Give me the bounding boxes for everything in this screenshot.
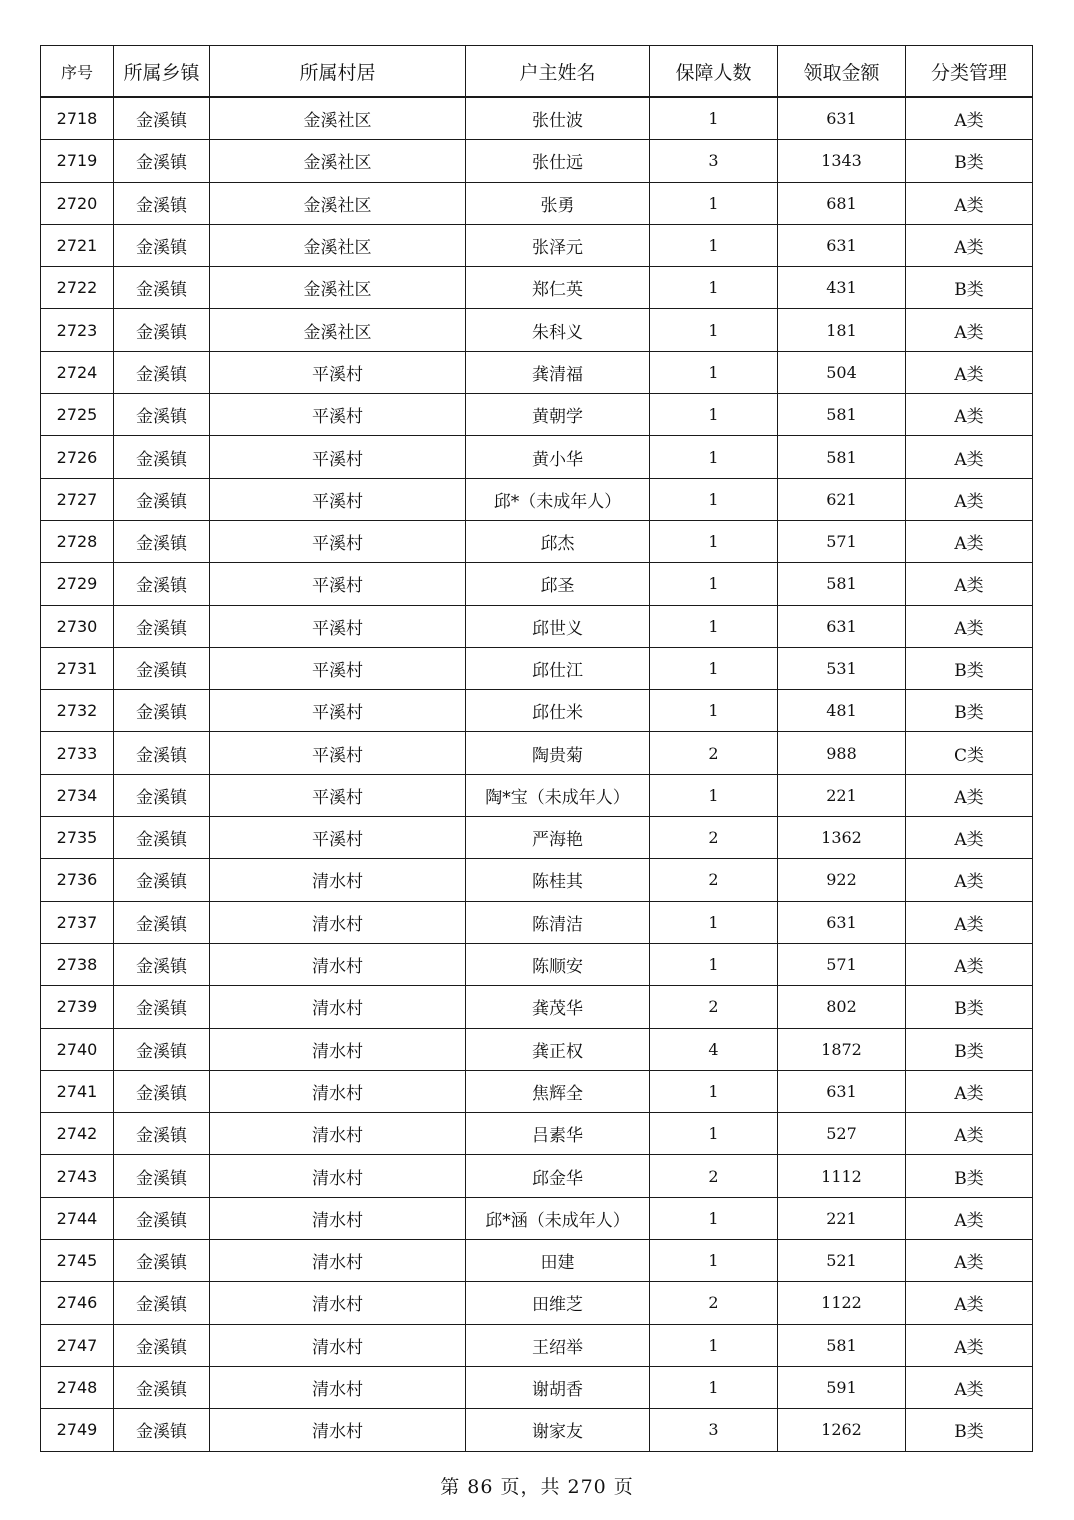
cell-category: A类 [906,394,1033,436]
cell-township: 金溪镇 [114,140,210,182]
cell-seq: 2724 [41,351,114,393]
cell-category: A类 [906,943,1033,985]
cell-covered-people: 1 [650,267,778,309]
cell-village: 清水村 [210,1240,466,1282]
cell-village: 清水村 [210,1324,466,1366]
cell-category: B类 [906,267,1033,309]
cell-amount: 1262 [778,1409,906,1451]
cell-householder: 黄小华 [466,436,650,478]
table-row [41,97,1033,140]
cell-covered-people: 1 [650,605,778,647]
table-row [41,394,1033,436]
cell-category: B类 [906,140,1033,182]
table-row [41,647,1033,689]
cell-township: 金溪镇 [114,605,210,647]
cell-seq: 2732 [41,690,114,732]
cell-village: 金溪社区 [210,140,466,182]
cell-amount: 621 [778,478,906,520]
cell-householder: 龚正权 [466,1028,650,1070]
cell-category: A类 [906,774,1033,816]
cell-seq: 2743 [41,1155,114,1197]
cell-township: 金溪镇 [114,224,210,266]
cell-amount: 571 [778,520,906,562]
cell-householder: 张仕远 [466,140,650,182]
cell-householder: 谢胡香 [466,1366,650,1408]
header-covered-people: 保障人数 [650,46,778,98]
cell-category: C类 [906,732,1033,774]
cell-seq: 2722 [41,267,114,309]
cell-seq: 2747 [41,1324,114,1366]
cell-category: A类 [906,309,1033,351]
cell-covered-people: 3 [650,1409,778,1451]
cell-township: 金溪镇 [114,351,210,393]
cell-covered-people: 3 [650,140,778,182]
header-amount: 领取金额 [778,46,906,98]
cell-village: 清水村 [210,1409,466,1451]
cell-householder: 黄朝学 [466,394,650,436]
cell-covered-people: 1 [650,647,778,689]
cell-amount: 181 [778,309,906,351]
cell-covered-people: 2 [650,986,778,1028]
table-row [41,774,1033,816]
cell-seq: 2720 [41,182,114,224]
table-row [41,267,1033,309]
cell-householder: 焦辉全 [466,1070,650,1112]
cell-village: 平溪村 [210,563,466,605]
cell-township: 金溪镇 [114,1070,210,1112]
cell-householder: 龚清福 [466,351,650,393]
cell-householder: 张泽元 [466,224,650,266]
cell-covered-people: 1 [650,224,778,266]
cell-township: 金溪镇 [114,563,210,605]
cell-seq: 2741 [41,1070,114,1112]
cell-amount: 631 [778,901,906,943]
cell-amount: 631 [778,97,906,140]
cell-householder: 邱*（未成年人） [466,478,650,520]
header-village: 所属村居 [210,46,466,98]
cell-village: 金溪社区 [210,182,466,224]
table-row [41,1155,1033,1197]
cell-township: 金溪镇 [114,1028,210,1070]
cell-category: A类 [906,224,1033,266]
cell-amount: 431 [778,267,906,309]
table-header [41,46,1033,98]
table-row [41,1197,1033,1239]
cell-village: 清水村 [210,986,466,1028]
cell-covered-people: 1 [650,1366,778,1408]
cell-seq: 2736 [41,859,114,901]
cell-householder: 邱杰 [466,520,650,562]
cell-village: 金溪社区 [210,267,466,309]
cell-amount: 571 [778,943,906,985]
cell-category: A类 [906,1282,1033,1324]
table-row [41,1113,1033,1155]
cell-amount: 681 [778,182,906,224]
cell-township: 金溪镇 [114,732,210,774]
cell-covered-people: 1 [650,563,778,605]
cell-seq: 2735 [41,817,114,859]
cell-amount: 531 [778,647,906,689]
table-row [41,1324,1033,1366]
table-row [41,901,1033,943]
table-row [41,817,1033,859]
cell-category: B类 [906,1155,1033,1197]
cell-amount: 591 [778,1366,906,1408]
cell-village: 金溪社区 [210,309,466,351]
cell-village: 平溪村 [210,774,466,816]
cell-amount: 1112 [778,1155,906,1197]
cell-township: 金溪镇 [114,1324,210,1366]
table-row [41,1240,1033,1282]
cell-seq: 2742 [41,1113,114,1155]
cell-township: 金溪镇 [114,309,210,351]
cell-seq: 2721 [41,224,114,266]
cell-amount: 1872 [778,1028,906,1070]
cell-category: B类 [906,986,1033,1028]
cell-village: 清水村 [210,1113,466,1155]
table-row [41,943,1033,985]
cell-category: A类 [906,563,1033,605]
cell-village: 清水村 [210,901,466,943]
cell-category: B类 [906,1028,1033,1070]
cell-category: A类 [906,605,1033,647]
cell-covered-people: 1 [650,901,778,943]
cell-amount: 631 [778,1070,906,1112]
cell-category: A类 [906,520,1033,562]
cell-amount: 521 [778,1240,906,1282]
cell-category: A类 [906,901,1033,943]
cell-amount: 922 [778,859,906,901]
cell-householder: 谢家友 [466,1409,650,1451]
table-row [41,1409,1033,1451]
cell-householder: 郑仁英 [466,267,650,309]
cell-householder: 吕素华 [466,1113,650,1155]
cell-amount: 1343 [778,140,906,182]
cell-covered-people: 1 [650,182,778,224]
cell-seq: 2719 [41,140,114,182]
cell-seq: 2718 [41,97,114,140]
table-row [41,986,1033,1028]
table-row [41,182,1033,224]
cell-householder: 邱世义 [466,605,650,647]
table-row [41,224,1033,266]
cell-village: 清水村 [210,859,466,901]
cell-village: 平溪村 [210,732,466,774]
cell-covered-people: 1 [650,774,778,816]
cell-covered-people: 2 [650,1282,778,1324]
cell-amount: 581 [778,1324,906,1366]
table-row [41,520,1033,562]
header-householder: 户主姓名 [466,46,650,98]
cell-householder: 陈清洁 [466,901,650,943]
cell-category: A类 [906,1113,1033,1155]
cell-village: 平溪村 [210,478,466,520]
cell-category: B类 [906,647,1033,689]
cell-seq: 2734 [41,774,114,816]
cell-householder: 朱科义 [466,309,650,351]
cell-covered-people: 1 [650,436,778,478]
cell-seq: 2728 [41,520,114,562]
cell-householder: 邱仕米 [466,690,650,732]
cell-householder: 张勇 [466,182,650,224]
cell-covered-people: 1 [650,1070,778,1112]
cell-seq: 2730 [41,605,114,647]
table-row [41,690,1033,732]
cell-householder: 陶贵菊 [466,732,650,774]
cell-amount: 504 [778,351,906,393]
cell-seq: 2748 [41,1366,114,1408]
table-row [41,140,1033,182]
cell-householder: 邱仕江 [466,647,650,689]
cell-seq: 2725 [41,394,114,436]
table-body [41,97,1033,1451]
cell-seq: 2726 [41,436,114,478]
table-row [41,1028,1033,1070]
cell-covered-people: 2 [650,1155,778,1197]
cell-village: 平溪村 [210,817,466,859]
table-row [41,1282,1033,1324]
cell-category: A类 [906,97,1033,140]
cell-township: 金溪镇 [114,690,210,732]
cell-category: A类 [906,351,1033,393]
table-row [41,1366,1033,1408]
cell-category: A类 [906,1197,1033,1239]
cell-seq: 2749 [41,1409,114,1451]
cell-village: 平溪村 [210,605,466,647]
table-row [41,309,1033,351]
cell-village: 金溪社区 [210,224,466,266]
cell-seq: 2733 [41,732,114,774]
cell-township: 金溪镇 [114,1155,210,1197]
household-roster-table [40,45,1033,1452]
cell-township: 金溪镇 [114,1197,210,1239]
header-township: 所属乡镇 [114,46,210,98]
cell-covered-people: 1 [650,943,778,985]
cell-township: 金溪镇 [114,182,210,224]
cell-township: 金溪镇 [114,943,210,985]
cell-village: 平溪村 [210,690,466,732]
cell-amount: 1362 [778,817,906,859]
cell-village: 金溪社区 [210,97,466,140]
cell-township: 金溪镇 [114,817,210,859]
cell-seq: 2729 [41,563,114,605]
cell-category: B类 [906,690,1033,732]
page-footer: 第 86 页，共 270 页 [440,1476,634,1498]
cell-seq: 2746 [41,1282,114,1324]
cell-village: 平溪村 [210,351,466,393]
cell-householder: 陈桂其 [466,859,650,901]
cell-amount: 527 [778,1113,906,1155]
cell-amount: 581 [778,436,906,478]
header-category: 分类管理 [906,46,1033,98]
cell-householder: 邱圣 [466,563,650,605]
cell-amount: 802 [778,986,906,1028]
cell-amount: 988 [778,732,906,774]
cell-village: 平溪村 [210,520,466,562]
cell-covered-people: 1 [650,478,778,520]
cell-covered-people: 1 [650,1324,778,1366]
cell-category: A类 [906,182,1033,224]
cell-township: 金溪镇 [114,1366,210,1408]
cell-householder: 田维芝 [466,1282,650,1324]
cell-category: A类 [906,817,1033,859]
cell-covered-people: 1 [650,97,778,140]
cell-category: A类 [906,1324,1033,1366]
cell-seq: 2740 [41,1028,114,1070]
cell-covered-people: 2 [650,859,778,901]
cell-seq: 2731 [41,647,114,689]
cell-township: 金溪镇 [114,436,210,478]
cell-category: A类 [906,1240,1033,1282]
cell-township: 金溪镇 [114,774,210,816]
cell-amount: 221 [778,774,906,816]
cell-village: 清水村 [210,1070,466,1112]
cell-village: 平溪村 [210,436,466,478]
cell-amount: 631 [778,605,906,647]
cell-township: 金溪镇 [114,394,210,436]
cell-seq: 2737 [41,901,114,943]
cell-seq: 2727 [41,478,114,520]
cell-township: 金溪镇 [114,1240,210,1282]
table-row [41,351,1033,393]
table-row [41,563,1033,605]
cell-amount: 581 [778,563,906,605]
cell-covered-people: 1 [650,520,778,562]
cell-amount: 631 [778,224,906,266]
cell-covered-people: 2 [650,817,778,859]
header-row [41,46,1033,98]
cell-category: A类 [906,478,1033,520]
cell-township: 金溪镇 [114,1409,210,1451]
cell-amount: 481 [778,690,906,732]
cell-township: 金溪镇 [114,647,210,689]
cell-category: A类 [906,1366,1033,1408]
cell-seq: 2744 [41,1197,114,1239]
cell-covered-people: 1 [650,1113,778,1155]
cell-householder: 邱*涵（未成年人） [466,1197,650,1239]
cell-householder: 陶*宝（未成年人） [466,774,650,816]
table-row [41,478,1033,520]
cell-category: A类 [906,1070,1033,1112]
table-row [41,605,1033,647]
cell-covered-people: 2 [650,732,778,774]
cell-householder: 严海艳 [466,817,650,859]
cell-covered-people: 1 [650,351,778,393]
table-row [41,859,1033,901]
cell-seq: 2738 [41,943,114,985]
cell-covered-people: 1 [650,690,778,732]
cell-seq: 2739 [41,986,114,1028]
cell-householder: 田建 [466,1240,650,1282]
cell-seq: 2745 [41,1240,114,1282]
cell-village: 平溪村 [210,647,466,689]
cell-amount: 1122 [778,1282,906,1324]
table-row [41,732,1033,774]
cell-township: 金溪镇 [114,520,210,562]
cell-householder: 龚茂华 [466,986,650,1028]
cell-township: 金溪镇 [114,1282,210,1324]
cell-amount: 221 [778,1197,906,1239]
cell-householder: 邱金华 [466,1155,650,1197]
cell-village: 清水村 [210,1155,466,1197]
cell-township: 金溪镇 [114,901,210,943]
cell-village: 清水村 [210,1028,466,1070]
cell-township: 金溪镇 [114,1113,210,1155]
cell-village: 清水村 [210,943,466,985]
cell-township: 金溪镇 [114,478,210,520]
cell-householder: 王绍举 [466,1324,650,1366]
cell-covered-people: 4 [650,1028,778,1070]
cell-township: 金溪镇 [114,267,210,309]
table-row [41,1070,1033,1112]
cell-covered-people: 1 [650,1240,778,1282]
cell-village: 清水村 [210,1366,466,1408]
cell-category: A类 [906,436,1033,478]
cell-township: 金溪镇 [114,97,210,140]
cell-village: 清水村 [210,1197,466,1239]
cell-category: A类 [906,859,1033,901]
cell-village: 平溪村 [210,394,466,436]
cell-category: B类 [906,1409,1033,1451]
cell-covered-people: 1 [650,1197,778,1239]
cell-township: 金溪镇 [114,986,210,1028]
table-row [41,436,1033,478]
cell-covered-people: 1 [650,309,778,351]
cell-village: 清水村 [210,1282,466,1324]
cell-township: 金溪镇 [114,859,210,901]
cell-householder: 张仕波 [466,97,650,140]
cell-covered-people: 1 [650,394,778,436]
cell-seq: 2723 [41,309,114,351]
cell-amount: 581 [778,394,906,436]
header-seq: 序号 [41,46,114,98]
cell-householder: 陈顺安 [466,943,650,985]
